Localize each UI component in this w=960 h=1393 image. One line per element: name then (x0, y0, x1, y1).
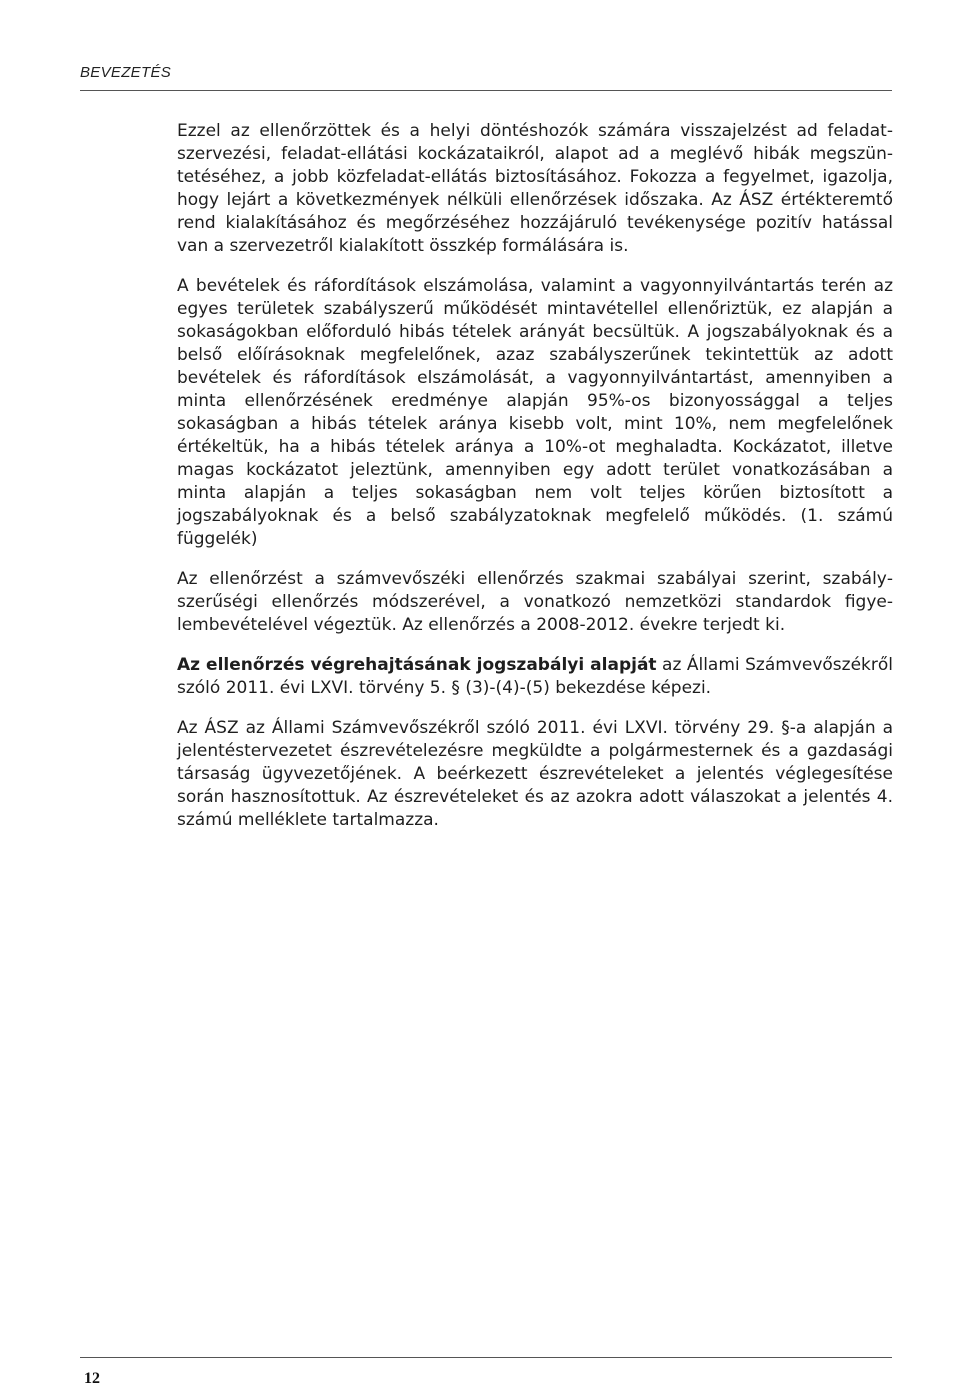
footer-divider (80, 1357, 892, 1358)
legal-basis-heading: Az ellenőrzés végrehajtásának jogszabályi alapját (177, 655, 657, 675)
paragraph-feedback: Ezzel az ellenőrzöttek és a helyi döntéshozók számára visszajelzést ad feladatszervezési, feladat-ellátási kockázataikról, alapot ad a meglévő hibák megszüntetéséhez, a jobb közfeladat-ellátás biztosításához. Fokozza a fegyelmet, igazolja, hogy lejárt a következmények nélküli ellenőrzések időszaka. Az ÁSZ értékteremtő rend kialakításához és megőrzéséhez hozzájáruló tevékenysége pozitív hatással van a szervezetről kialakított összkép formálására is. (177, 121, 893, 256)
paragraph-comments: Az ÁSZ az Állami Számvevőszékről szóló 2011. évi LXVI. törvény 29. §-a alapján a jelentéstervezetet észrevételezésre megküldte a polgármesternek és a gazdasági társaság ügyvezetőjének. A beérkezett észrevételeket a jelentés véglegesítése során hasznosítottuk. Az észrevételeket és az azokra adott válaszokat a jelentés 4. számú melléklete tartalmazza. (177, 718, 893, 830)
header-divider (80, 90, 892, 91)
page-number: 12 (84, 1370, 100, 1387)
body-text (177, 120, 893, 832)
paragraph-sampling-method: A bevételek és ráfordítások elszámolása, valamint a vagyonnyilvántartás terén az egyes területek szabályszerű működését mintavétellel ellenőriztük, ez alapján a sokaságokban előforduló hibás tételek arányát becsültük. A jogszabályoknak és a belső előírásoknak megfelelőnek, azaz szabályszerűnek tekintettük az adott bevételek és ráfordítások elszámolását, a vagyonnyilvántartást, amennyiben a minta ellenőrzésének eredménye alapján 95%-os bizonyossággal a teljes sokaságban a hibás tételek aránya kisebb volt, mint 10%, nem megfelelőnek értékeltük, ha a hibás tételek aránya a 10%-ot meghaladta. Kockázatot, illetve magas kockázatot jeleztünk, amennyiben egy adott terület vonatkozásában a minta alapján a teljes sokaságban nem volt teljes körűen biztosított a jogszabályoknak és a belső szabályzatoknak megfelelő működés. (1. számú függelék) (177, 276, 893, 549)
paragraph-audit-scope: Az ellenőrzést a számvevőszéki ellenőrzés szakmai szabályai szerint, szabályszerűségi ellenőrzés módszerével, a vonatkozó nemzetközi standardok figyelembevételével végeztük. Az ellenőrzés a 2008-2012. évekre terjedt ki. (177, 569, 893, 635)
paragraph-legal-basis (177, 654, 893, 700)
legal-basis-text: az Állami Számvevőszékről szóló 2011. évi LXVI. törvény 5. § (3)-(4)-(5) bekezdése képezi. (177, 655, 893, 698)
running-header: BEVEZETÉS (80, 64, 172, 81)
